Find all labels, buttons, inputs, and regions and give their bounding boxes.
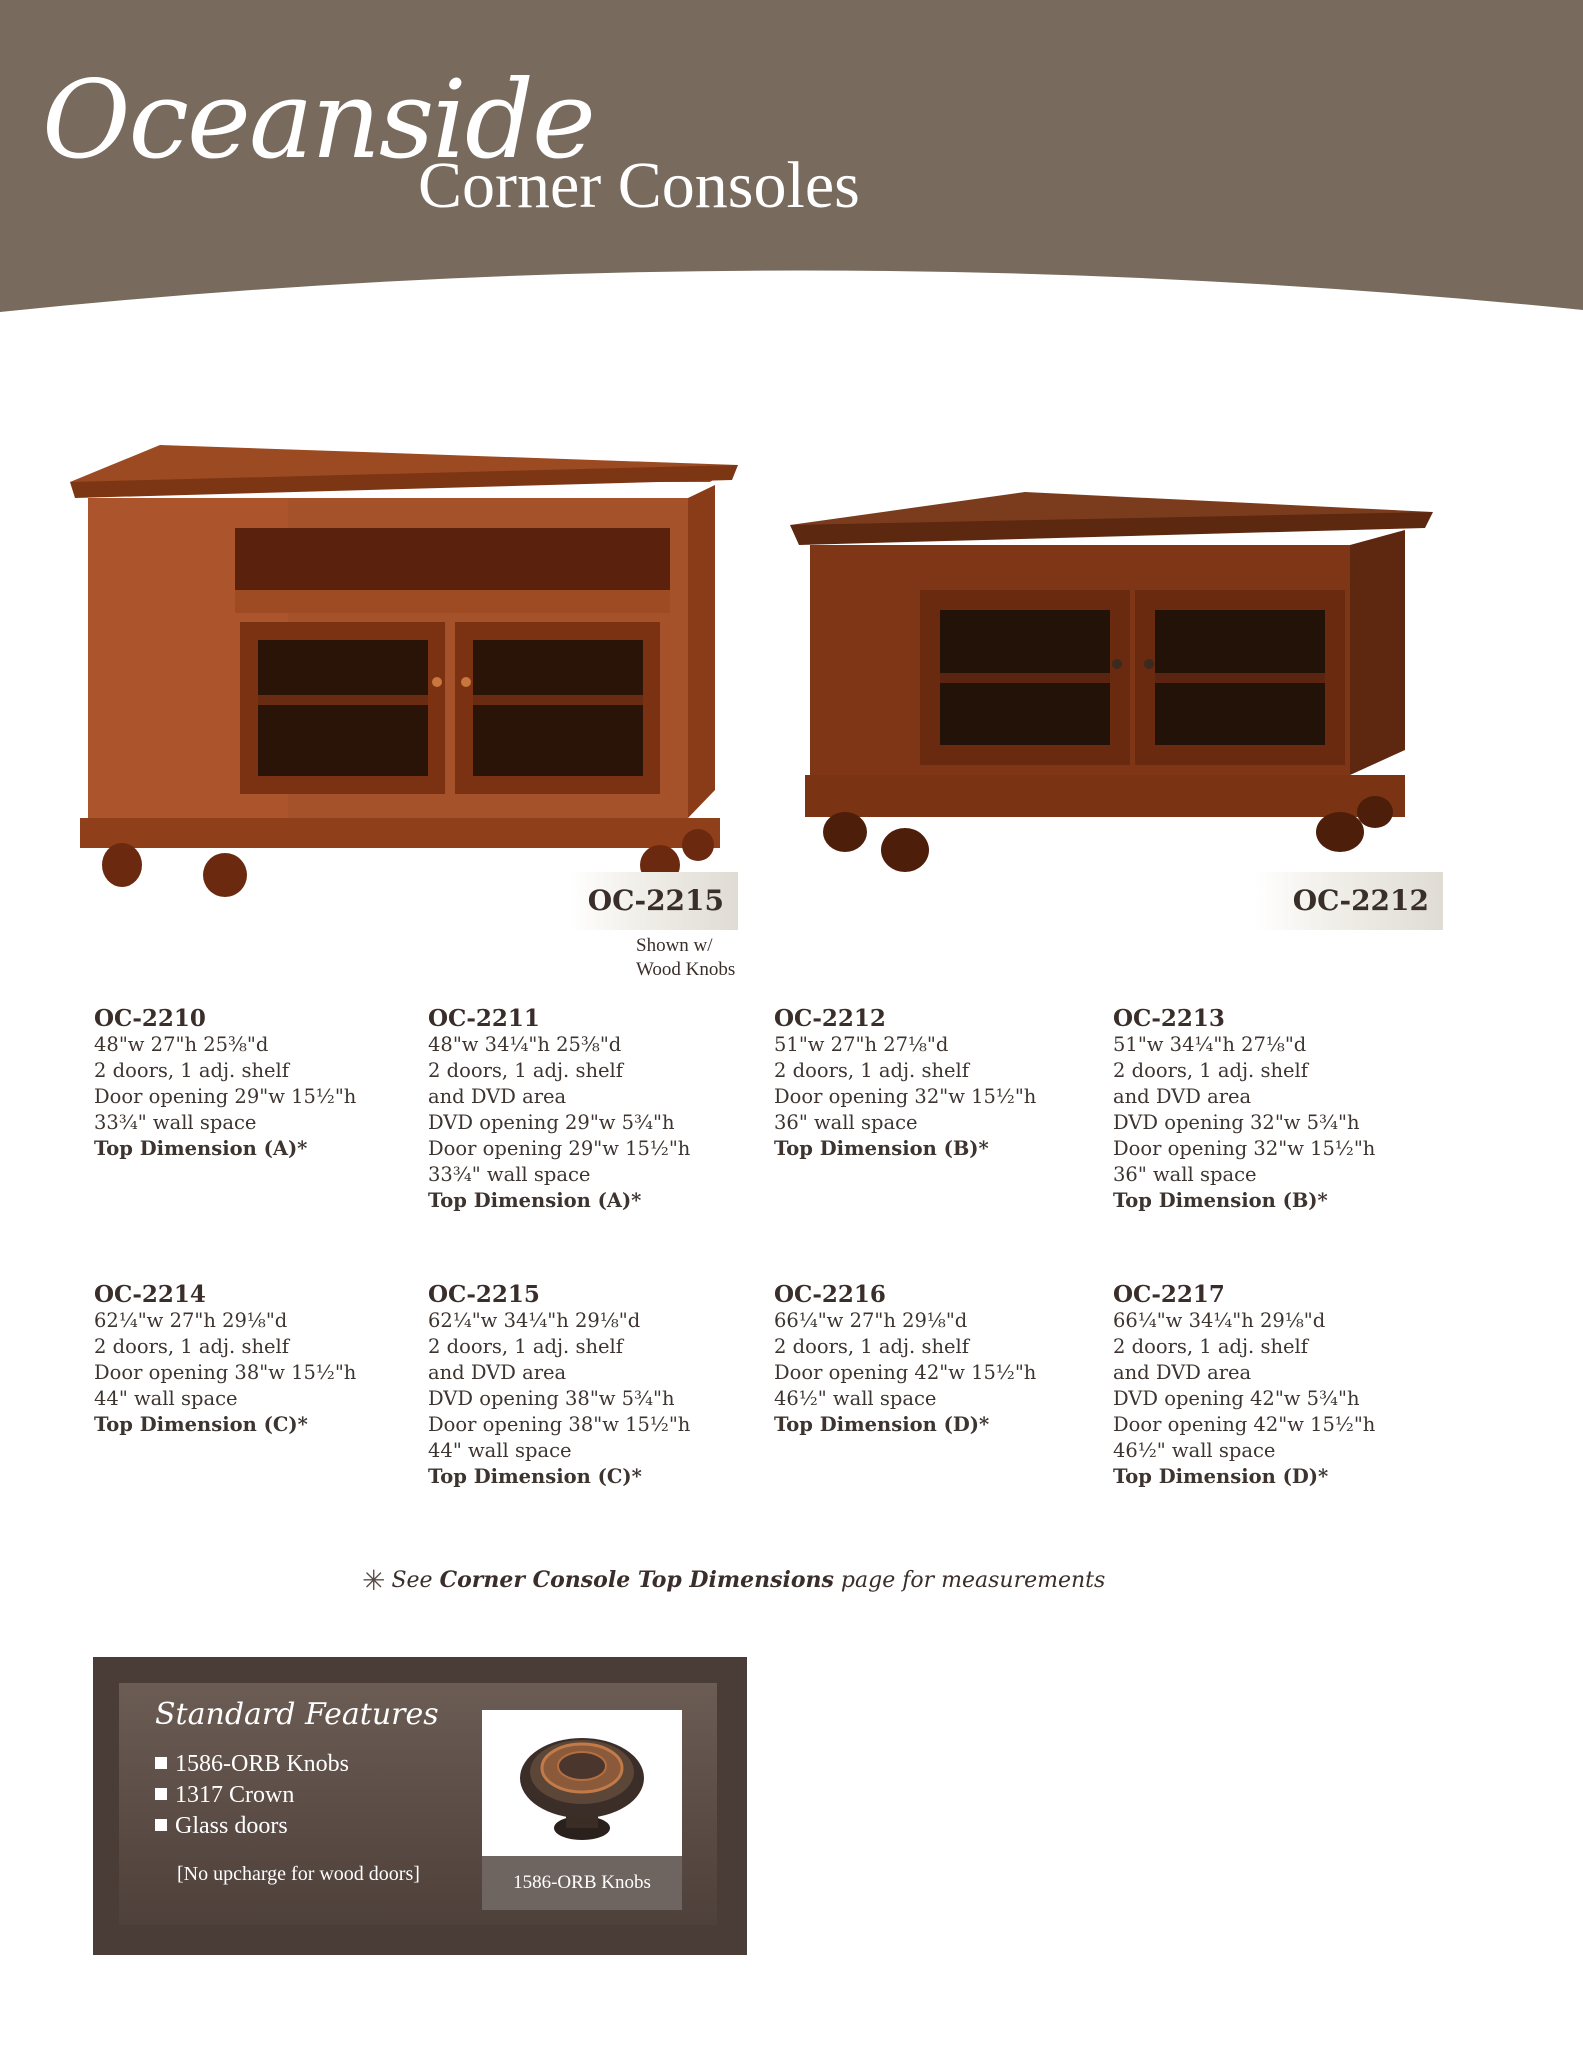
spec-block-oc-2216 (774, 1282, 1104, 1438)
spec-line: Door opening 29"w 15½"h (428, 1137, 691, 1160)
spec-model: OC-2213 (1113, 1005, 1225, 1032)
spec-line: 51"w 27"h 27⅛"d (774, 1033, 949, 1056)
features-list (155, 1749, 349, 1842)
spec-top-dimension: Top Dimension (B)* (1113, 1189, 1328, 1212)
feature-item-label: 1586-ORB Knobs (175, 1751, 350, 1777)
spec-line: 48"w 34¼"h 25⅜"d (428, 1033, 622, 1056)
spec-line: DVD opening 29"w 5¾"h (428, 1111, 675, 1134)
spec-line: 36" wall space (1113, 1163, 1257, 1186)
spec-line: and DVD area (428, 1361, 567, 1384)
spec-top-dimension: Top Dimension (A)* (428, 1189, 642, 1212)
spec-block-oc-2212 (774, 1006, 1104, 1162)
spec-line: 2 doors, 1 adj. shelf (94, 1335, 290, 1358)
spec-line: DVD opening 42"w 5¾"h (1113, 1387, 1360, 1410)
feature-item (155, 1811, 349, 1842)
spec-line: 2 doors, 1 adj. shelf (428, 1335, 624, 1358)
bullet-square-icon (155, 1788, 167, 1800)
bullet-square-icon (155, 1819, 167, 1831)
feature-item-label: Glass doors (175, 1813, 288, 1839)
spec-top-dimension: Top Dimension (B)* (774, 1137, 989, 1160)
spec-line: Door opening 42"w 15½"h (774, 1361, 1037, 1384)
spec-model: OC-2214 (94, 1281, 206, 1308)
spec-line: 66¼"w 34¼"h 29⅛"d (1113, 1309, 1326, 1332)
spec-line: Door opening 38"w 15½"h (428, 1413, 691, 1436)
product-image-oc-2215 (70, 440, 750, 900)
spec-model: OC-2210 (94, 1005, 206, 1032)
spec-line: 48"w 27"h 25⅜"d (94, 1033, 269, 1056)
page-title: Corner Consoles (418, 149, 860, 222)
spec-model: OC-2215 (428, 1281, 540, 1308)
spec-block-oc-2211 (428, 1006, 758, 1214)
model-tag-oc-2212: OC-2212 (1255, 872, 1443, 930)
spec-line: and DVD area (1113, 1361, 1252, 1384)
spec-line: Door opening 32"w 15½"h (1113, 1137, 1376, 1160)
spec-block-oc-2214 (94, 1282, 424, 1438)
spec-line: 2 doors, 1 adj. shelf (1113, 1059, 1309, 1082)
feature-item (155, 1749, 349, 1780)
knob-image-box (482, 1710, 682, 1910)
features-sub-note: [No upcharge for wood doors] (177, 1863, 420, 1885)
spec-line: 44" wall space (94, 1387, 238, 1410)
spec-line: 2 doors, 1 adj. shelf (94, 1059, 290, 1082)
footnote-bold: Corner Console Top Dimensions (439, 1567, 834, 1593)
spec-line: 36" wall space (774, 1111, 918, 1134)
spec-block-oc-2215 (428, 1282, 758, 1490)
spec-line: 2 doors, 1 adj. shelf (774, 1335, 970, 1358)
spec-line: 66¼"w 27"h 29⅛"d (774, 1309, 968, 1332)
spec-top-dimension: Top Dimension (D)* (1113, 1465, 1329, 1488)
bullet-square-icon (155, 1757, 167, 1769)
footnote-pre: See (391, 1568, 440, 1593)
spec-line: 46½" wall space (774, 1387, 937, 1410)
spec-block-oc-2213 (1113, 1006, 1443, 1214)
spec-top-dimension: Top Dimension (C)* (94, 1413, 308, 1436)
spec-model: OC-2217 (1113, 1281, 1225, 1308)
spec-line: 46½" wall space (1113, 1439, 1276, 1462)
shown-note-line2: Wood Knobs (636, 959, 736, 980)
model-tag-oc-2215: OC-2215 (570, 872, 738, 930)
spec-line: Door opening 38"w 15½"h (94, 1361, 357, 1384)
product-image-oc-2212 (785, 490, 1435, 880)
footnote (362, 1564, 1105, 1597)
knob-caption: 1586-ORB Knobs (482, 1856, 682, 1910)
header-band (0, 0, 1583, 320)
spec-model: OC-2211 (428, 1005, 540, 1032)
feature-item-label: 1317 Crown (175, 1782, 295, 1808)
spec-top-dimension: Top Dimension (C)* (428, 1465, 642, 1488)
knob-icon (482, 1710, 682, 1856)
features-title: Standard Features (155, 1697, 439, 1732)
spec-line: and DVD area (1113, 1085, 1252, 1108)
spec-line: 33¾" wall space (94, 1111, 257, 1134)
shown-note (636, 934, 756, 982)
spec-line: DVD opening 32"w 5¾"h (1113, 1111, 1360, 1134)
spec-block-oc-2217 (1113, 1282, 1443, 1490)
spec-line: 51"w 34¼"h 27⅛"d (1113, 1033, 1307, 1056)
footnote-post: page for measurements (833, 1568, 1106, 1593)
spec-line: and DVD area (428, 1085, 567, 1108)
spec-top-dimension: Top Dimension (A)* (94, 1137, 308, 1160)
spec-line: 2 doors, 1 adj. shelf (428, 1059, 624, 1082)
asterisk-icon: ✳ (362, 1564, 386, 1597)
spec-line: 2 doors, 1 adj. shelf (774, 1059, 970, 1082)
spec-line: 33¾" wall space (428, 1163, 591, 1186)
spec-model: OC-2212 (774, 1005, 886, 1032)
feature-item (155, 1780, 349, 1811)
spec-line: 62¼"w 27"h 29⅛"d (94, 1309, 288, 1332)
spec-model: OC-2216 (774, 1281, 886, 1308)
spec-line: Door opening 32"w 15½"h (774, 1085, 1037, 1108)
spec-line: 62¼"w 34¼"h 29⅛"d (428, 1309, 641, 1332)
spec-top-dimension: Top Dimension (D)* (774, 1413, 990, 1436)
spec-line: DVD opening 38"w 5¾"h (428, 1387, 675, 1410)
spec-line: Door opening 29"w 15½"h (94, 1085, 357, 1108)
brand-script-logo: Oceanside (42, 58, 594, 183)
spec-line: 44" wall space (428, 1439, 572, 1462)
spec-line: 2 doors, 1 adj. shelf (1113, 1335, 1309, 1358)
shown-note-line1: Shown w/ (636, 935, 713, 956)
spec-block-oc-2210 (94, 1006, 424, 1162)
spec-line: Door opening 42"w 15½"h (1113, 1413, 1376, 1436)
